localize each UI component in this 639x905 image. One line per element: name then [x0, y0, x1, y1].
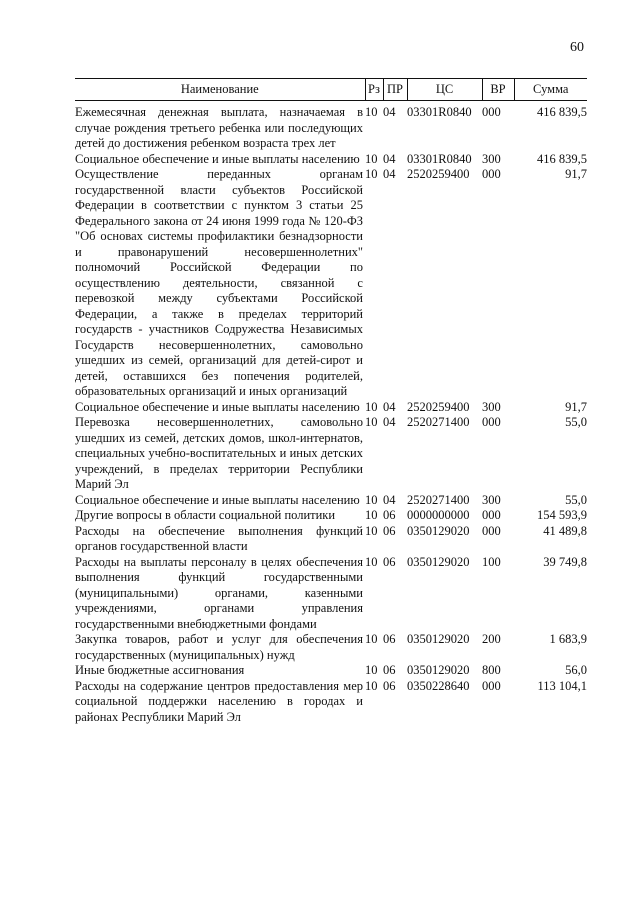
cell-rz: 10: [365, 663, 378, 677]
table-row: [75, 152, 587, 168]
cell-pr: 06: [383, 632, 396, 646]
cell-pr: 04: [383, 415, 396, 429]
cell-name: Иные бюджетные ассигнования: [75, 663, 245, 677]
cell-vr: 300: [482, 492, 501, 507]
cell-rz: 10: [365, 492, 378, 507]
cell-rz: 10: [365, 399, 378, 414]
cell-rz: 10: [365, 151, 378, 166]
cell-cs: 0350129020: [407, 663, 470, 677]
table-row: [75, 632, 587, 663]
table-row: [75, 400, 587, 416]
budget-table: [75, 78, 587, 725]
table-row: [75, 524, 587, 555]
cell-vr: 000: [482, 678, 501, 693]
cell-cs: 03301R0840: [407, 105, 472, 119]
cell-name: Ежемесячная денежная выплата, назначаемая в случае рождения третьего ребенка или последующих детей до достижения ребенком возраста трех лет: [75, 105, 363, 150]
cell-cs: 2520259400: [407, 399, 470, 414]
cell-sum: 154 593,9: [537, 508, 587, 522]
cell-name: Социальное обеспечение и иные выплаты населению: [75, 151, 360, 166]
cell-name: Социальное обеспечение и иные выплаты населению: [75, 399, 360, 414]
cell-cs: 0350129020: [407, 632, 470, 646]
cell-sum: 56,0: [565, 663, 587, 677]
table-row: [75, 415, 587, 493]
cell-cs: 0350228640: [407, 678, 470, 693]
cell-rz: 10: [365, 678, 378, 693]
table-row: [75, 663, 587, 679]
header-cs: ЦС: [407, 79, 482, 101]
cell-name: Расходы на выплаты персоналу в целях обеспечения выполнения функций государственными (муниципальными) органами, казенными учреждениями, органами управления государственными внебюджетными фондами: [75, 554, 363, 631]
cell-name: Осуществление переданных органам государственной власти субъектов Российской Федерации в соответствии с пунктом 3 статьи 25 Федерального закона от 24 июня 1999 года № 120-ФЗ "Об основах системы профилактики безнадзорности и правонарушений несовершеннолетних" полномочий Российской Федерации по осуществлению деятельности, связанной с перевозкой между субъектами Российской Федерации, а также в пределах территорий государств - участников Содружества Независимых Государств несовершеннолетних, самовольно ушедших из семей, организаций для детей-сирот и детей, оставшихся без попечения родителей, образовательных организаций и иных организаций: [75, 167, 363, 398]
cell-vr: 200: [482, 632, 501, 646]
header-vr: ВР: [482, 79, 514, 101]
page-number: 60: [570, 40, 584, 55]
table-row: [75, 508, 587, 524]
cell-vr: 000: [482, 523, 501, 538]
cell-sum: 41 489,8: [543, 523, 587, 538]
cell-rz: 10: [365, 415, 378, 429]
cell-cs: 2520259400: [407, 167, 470, 181]
cell-cs: 2520271400: [407, 415, 470, 429]
cell-vr: 300: [482, 151, 501, 166]
cell-vr: 000: [482, 415, 501, 429]
cell-vr: 000: [482, 105, 501, 119]
cell-rz: 10: [365, 508, 378, 522]
header-sum: Сумма: [514, 79, 587, 101]
cell-pr: 06: [383, 663, 396, 677]
cell-cs: 0350129020: [407, 554, 470, 569]
cell-sum: 113 104,1: [537, 678, 587, 693]
cell-pr: 04: [383, 492, 396, 507]
cell-sum: 55,0: [565, 492, 587, 507]
cell-pr: 06: [383, 523, 396, 538]
cell-cs: 2520271400: [407, 492, 470, 507]
cell-name: Перевозка несовершеннолетних, самовольно ушедших из семей, детских домов, школ-интернатов, специальных учебно-воспитательных и иных детских учреждений, в пределах территории Республики Марий Эл: [75, 415, 363, 491]
cell-pr: 06: [383, 508, 396, 522]
cell-vr: 000: [482, 508, 501, 522]
cell-name: Расходы на содержание центров предоставления мер социальной поддержки населению в городах и районах Республики Марий Эл: [75, 678, 363, 724]
cell-vr: 800: [482, 663, 501, 677]
header-name: Наименование: [75, 79, 365, 101]
cell-rz: 10: [365, 632, 378, 646]
cell-cs: 0350129020: [407, 523, 470, 538]
cell-sum: 55,0: [565, 415, 587, 429]
cell-rz: 10: [365, 523, 378, 538]
cell-sum: 39 749,8: [543, 554, 587, 569]
header-pr: ПР: [383, 79, 407, 101]
cell-name: Закупка товаров, работ и услуг для обеспечения государственных (муниципальных) нужд: [75, 632, 363, 662]
cell-vr: 300: [482, 399, 501, 414]
cell-pr: 04: [383, 167, 396, 181]
cell-sum: 416 839,5: [537, 151, 587, 166]
cell-pr: 04: [383, 399, 396, 414]
cell-name: Другие вопросы в области социальной политики: [75, 508, 336, 522]
cell-vr: 100: [482, 554, 501, 569]
table-header-row: [75, 79, 587, 101]
cell-pr: 06: [383, 678, 396, 693]
cell-rz: 10: [365, 105, 378, 119]
cell-pr: 04: [383, 151, 396, 166]
table-row: [75, 105, 587, 152]
cell-sum: 1 683,9: [549, 632, 587, 646]
table-row: [75, 555, 587, 633]
table-row: [75, 167, 587, 400]
table-row: [75, 679, 587, 726]
header-rz: Рз: [365, 79, 383, 101]
cell-name: Социальное обеспечение и иные выплаты населению: [75, 492, 360, 507]
cell-cs: 0000000000: [407, 508, 470, 522]
cell-pr: 04: [383, 105, 396, 119]
cell-rz: 10: [365, 554, 378, 569]
cell-rz: 10: [365, 167, 378, 181]
table-row: [75, 493, 587, 509]
cell-sum: 416 839,5: [537, 105, 587, 119]
cell-vr: 000: [482, 167, 501, 181]
cell-pr: 06: [383, 554, 396, 569]
cell-sum: 91,7: [565, 167, 587, 181]
cell-cs: 03301R0840: [407, 151, 472, 166]
cell-sum: 91,7: [565, 399, 587, 414]
cell-name: Расходы на обеспечение выполнения функций органов государственной власти: [75, 523, 363, 553]
